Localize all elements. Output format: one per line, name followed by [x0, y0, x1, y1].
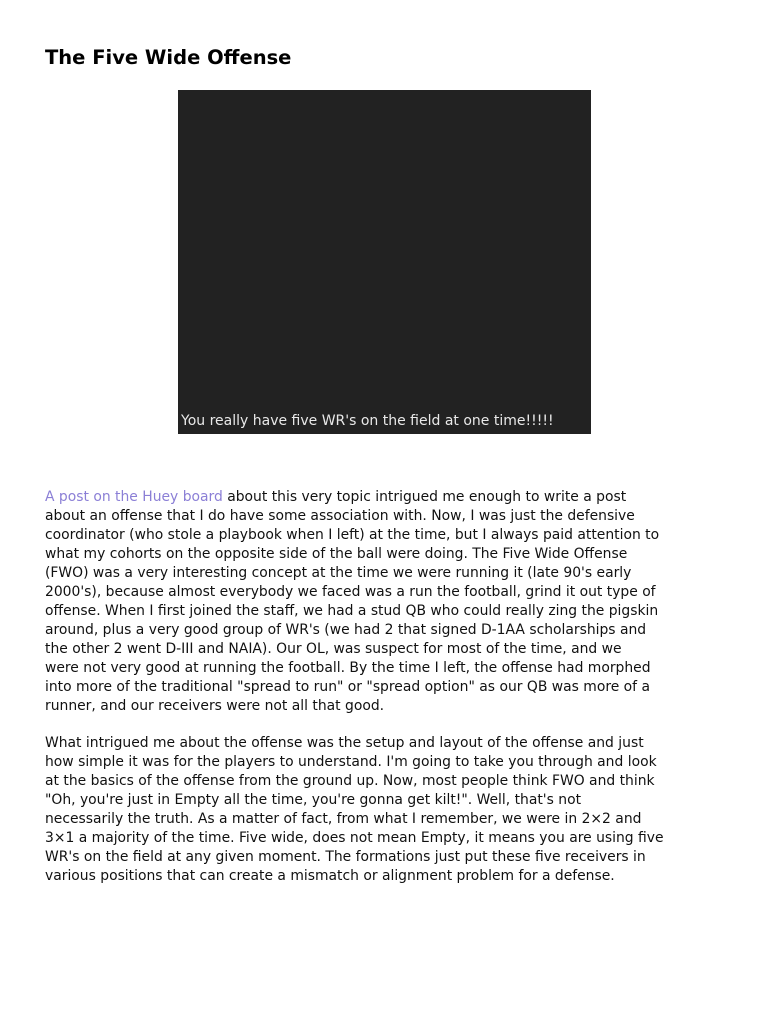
paragraph-line: the other 2 went D-III and NAIA). Our OL, was suspect for most of the time, and we: [45, 641, 622, 657]
paragraph-line: 2000's), because almost everybody we faced was a run the football, grind it out type of: [45, 584, 656, 600]
paragraph-line: "Oh, you're just in Empty all the time, you're gonna get kilt!". Well, that's not: [45, 792, 582, 808]
paragraph-line: (FWO) was a very interesting concept at the time we were running it (late 90's early: [45, 565, 632, 581]
paragraph-line: 3×1 a majority of the time. Five wide, does not mean Empty, it means you are using five: [45, 830, 664, 846]
image-caption: You really have five WR's on the field at one time!!!!!: [181, 413, 554, 429]
paragraph-1: [45, 488, 725, 716]
paragraph-2: [45, 734, 725, 886]
huey-board-link[interactable]: A post on the Huey board: [45, 489, 223, 505]
paragraph-line: WR's on the field at any given moment. The formations just put these five receivers in: [45, 849, 646, 865]
paragraph-line: What intrigued me about the offense was the setup and layout of the offense and just: [45, 735, 644, 751]
paragraph-line: about an offense that I do have some association with. Now, I was just the defensive: [45, 508, 635, 524]
post-image: [178, 90, 591, 434]
paragraph-line: necessarily the truth. As a matter of fact, from what I remember, we were in 2×2 and: [45, 811, 642, 827]
paragraph-line: around, plus a very good group of WR's (we had 2 that signed D-1AA scholarships and: [45, 622, 647, 638]
paragraph-line: at the basics of the offense from the ground up. Now, most people think FWO and think: [45, 773, 655, 789]
paragraph-line: what my cohorts on the opposite side of the ball were doing. The Five Wide Offense: [45, 546, 628, 562]
paragraph-line: were not very good at running the football. By the time I left, the offense had morphed: [45, 660, 651, 676]
post-body: [45, 488, 725, 904]
paragraph-line-text: about this very topic intrigued me enough to write a post: [222, 489, 627, 505]
paragraph-line: offense. When I first joined the staff, we had a stud QB who could really zing the pigskin: [45, 603, 659, 619]
paragraph-line: into more of the traditional "spread to run" or "spread option" as our QB was more of a: [45, 679, 651, 695]
paragraph-line: how simple it was for the players to understand. I'm going to take you through and look: [45, 754, 657, 770]
paragraph-line: coordinator (who stole a playbook when I left) at the time, but I always paid attention to: [45, 527, 660, 543]
paragraph-line: various positions that can create a mismatch or alignment problem for a defense.: [45, 868, 615, 884]
paragraph-line: runner, and our receivers were not all that good.: [45, 698, 385, 714]
paragraph-line: [45, 488, 725, 507]
post-title: The Five Wide Offense: [45, 46, 292, 69]
